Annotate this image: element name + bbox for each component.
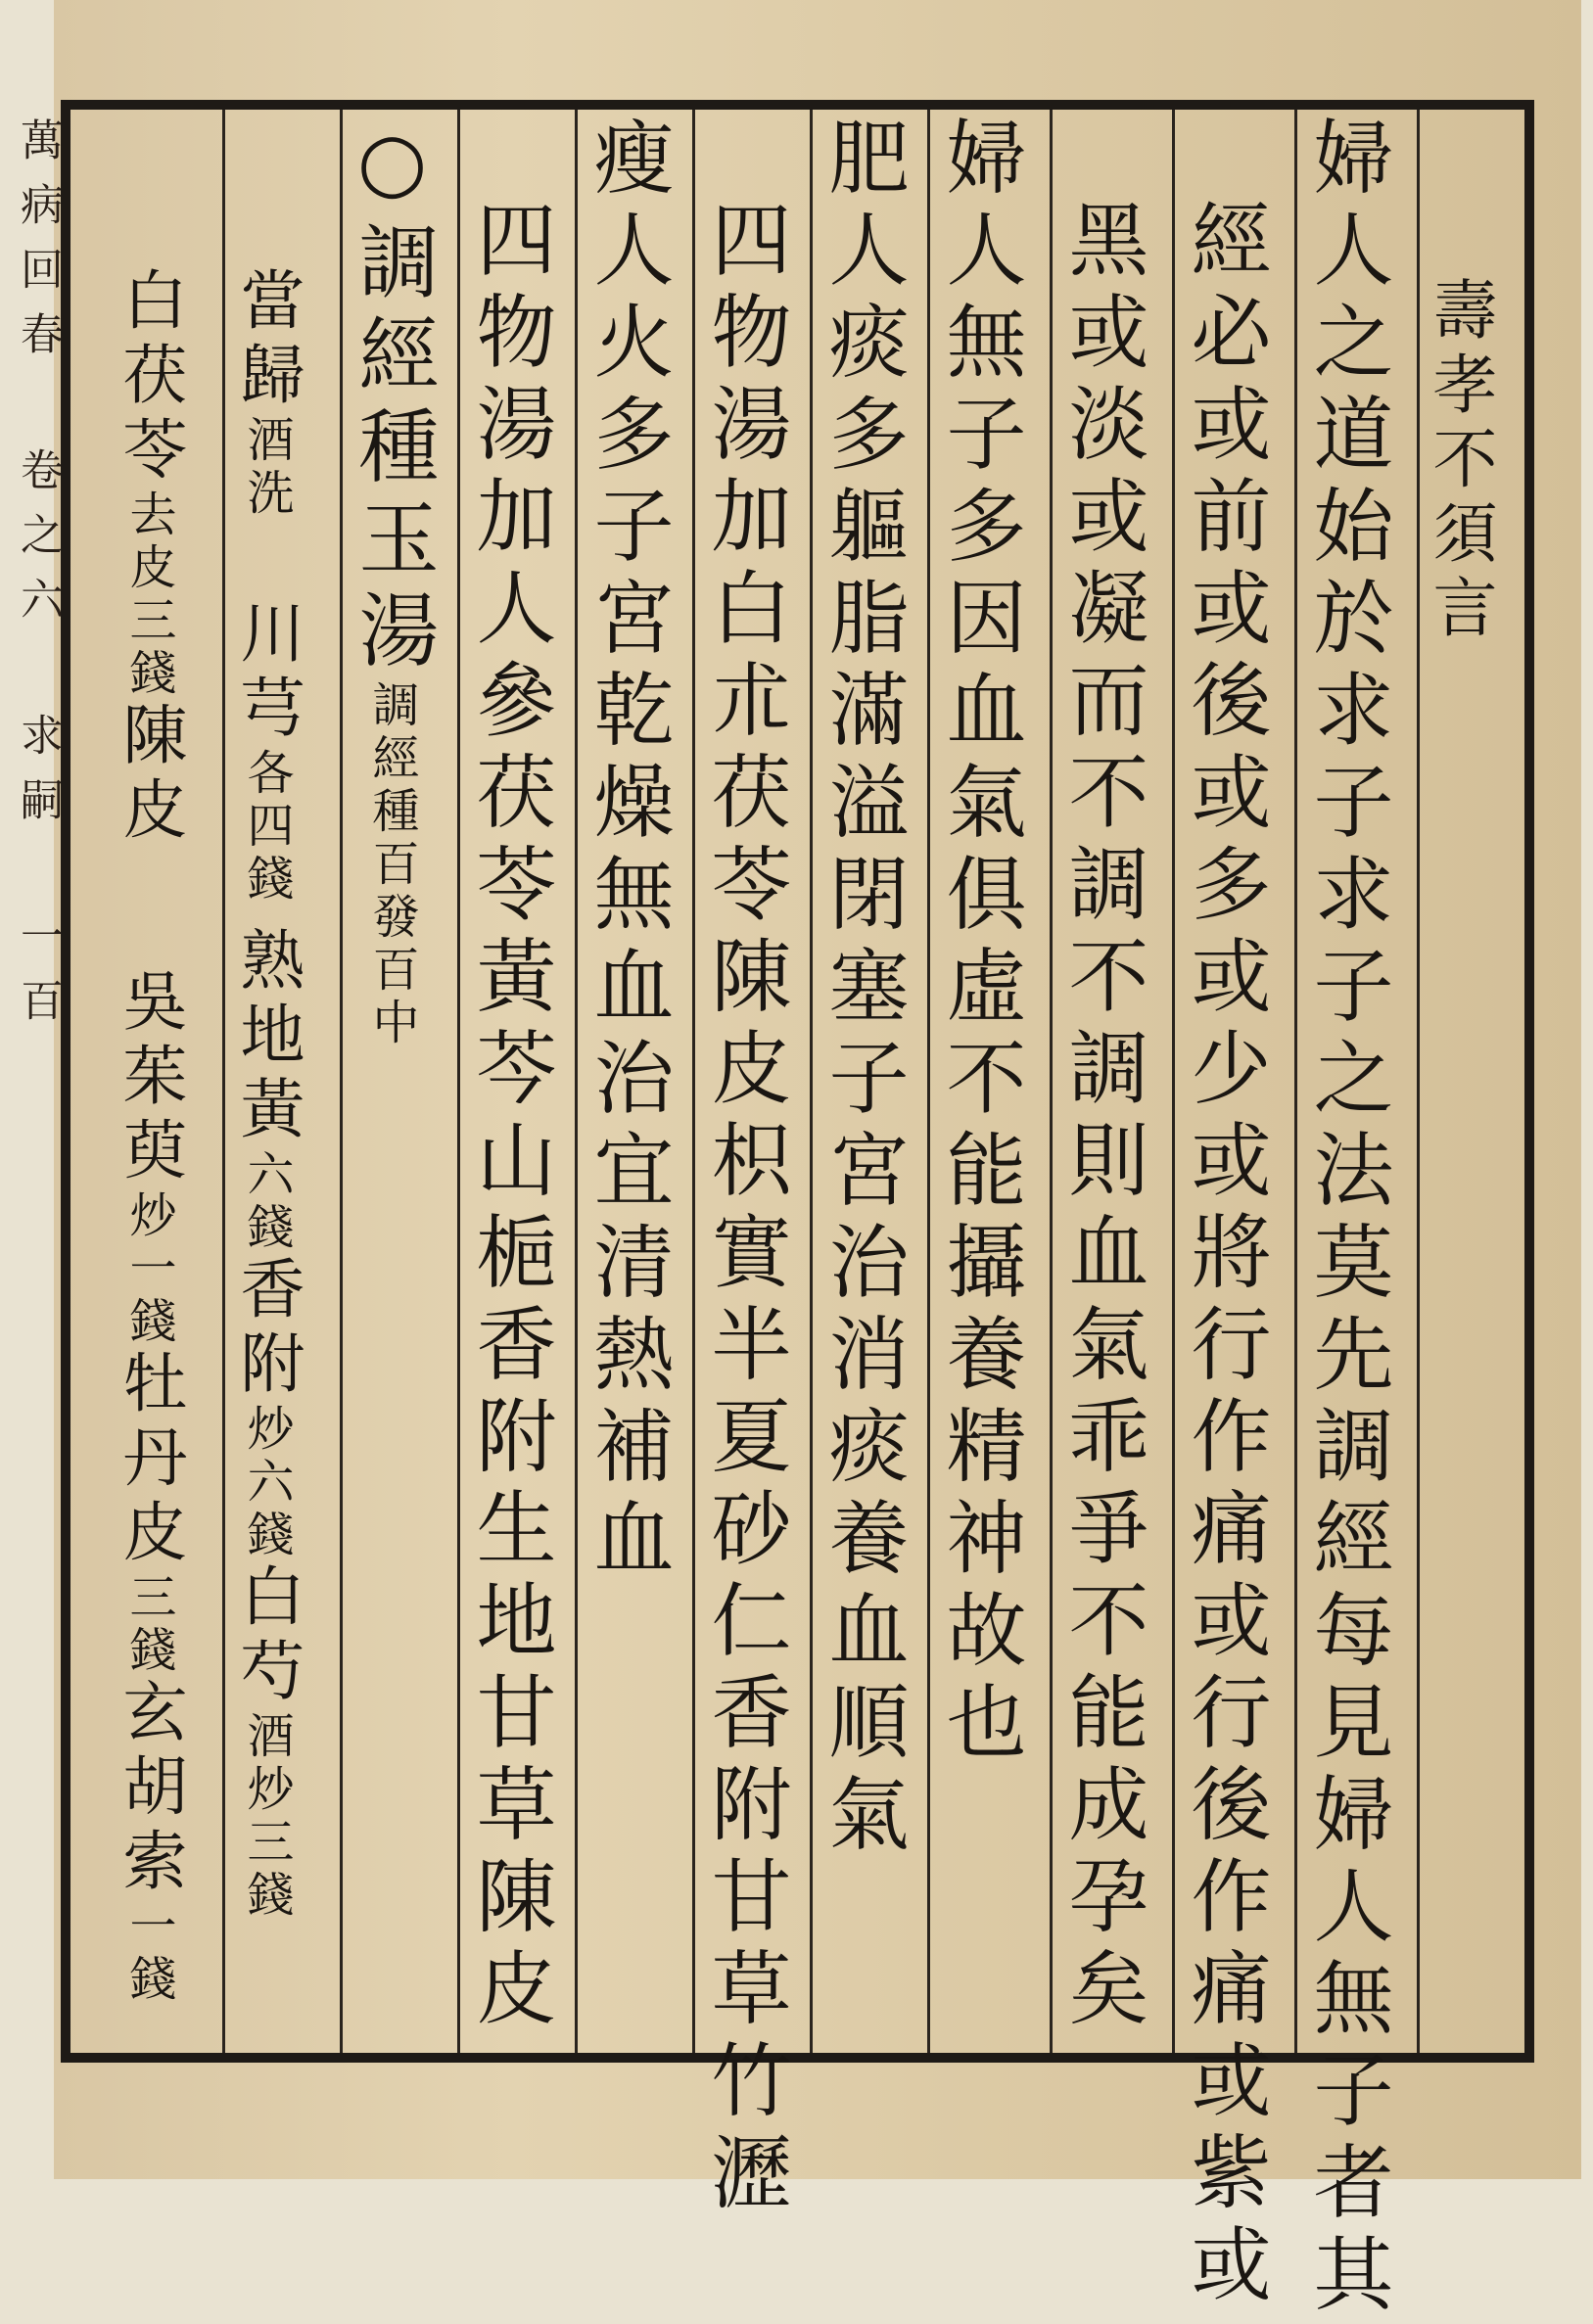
column-rule xyxy=(222,110,225,2053)
text-column-4: 婦人無子多因血氣俱虛不能攝養精神故也 xyxy=(933,116,1026,1772)
column-rule xyxy=(927,110,930,2053)
formula-title-text: ○調經種玉湯 xyxy=(346,116,439,680)
column-rule xyxy=(1417,110,1420,2053)
column-rule xyxy=(810,110,813,2053)
text-column-7: 瘦人火多子宮乾燥無血治宜清熱補血 xyxy=(581,116,674,1588)
block-margin-title: 萬病回春 卷之六 求嗣 一百 xyxy=(13,117,63,1043)
text-column-1: 婦人之道始於求子求子之法莫先調經每見婦人無子者其 xyxy=(1300,116,1393,2324)
herb-name: 陳皮 xyxy=(112,701,187,850)
herb-note: 六錢 xyxy=(239,1149,294,1255)
herb-note: 一錢 xyxy=(121,1901,176,2007)
column-rule xyxy=(1172,110,1175,2053)
column-rule xyxy=(1294,110,1297,2053)
herb-name: 熟地黃 xyxy=(229,926,305,1149)
text-column-6: 四物湯加白朮茯苓陳皮枳實半夏砂仁香附甘草竹瀝 xyxy=(698,198,791,2222)
formula-note: 調經種百發百中 xyxy=(364,680,419,1050)
herb-column-2 xyxy=(112,266,187,2053)
column-rule xyxy=(340,110,343,2053)
herb-note: 三錢 xyxy=(121,1572,176,1678)
herb-note: 去皮三錢 xyxy=(121,489,176,701)
herb-name: 香附 xyxy=(229,1255,305,1404)
herb-name: 白茯苓 xyxy=(112,266,187,489)
herb-name: 玄胡索 xyxy=(112,1678,187,1901)
herb-name: 白芍 xyxy=(229,1562,305,1711)
herb-name: 吳茱萸 xyxy=(112,967,187,1190)
column-rule xyxy=(575,110,578,2053)
column-rule xyxy=(1050,110,1053,2053)
text-column-8: 四物湯加人參茯苓黃芩山梔香附生地甘草陳皮 xyxy=(463,198,556,2038)
herb-note: 酒炒三錢 xyxy=(239,1711,294,1923)
text-frame xyxy=(61,100,1534,2324)
herb-note: 酒洗 xyxy=(239,415,294,521)
text-column-2: 經必或前或後或多或少或將行作痛或行後作痛或紫或 xyxy=(1178,198,1271,2314)
herb-column-1 xyxy=(229,266,305,2053)
herb-name: 川芎 xyxy=(229,599,305,748)
herb-name: 當歸 xyxy=(229,266,305,415)
text-column-5: 肥人痰多軀脂滿溢閉塞子宮治消痰養血順氣 xyxy=(816,116,909,1864)
heading-text: 壽孝不須言 xyxy=(1422,276,1497,648)
formula-title xyxy=(346,116,439,1094)
column-rule xyxy=(692,110,695,2053)
herb-note: 炒六錢 xyxy=(239,1404,294,1562)
herb-note: 各四錢 xyxy=(239,748,294,906)
column-rule xyxy=(457,110,460,2053)
herb-name: 牡丹皮 xyxy=(112,1349,187,1572)
text-column-3: 黑或淡或凝而不調不調則血氣乖爭不能成孕矣 xyxy=(1055,198,1148,2038)
herb-note: 炒一錢 xyxy=(121,1190,176,1349)
